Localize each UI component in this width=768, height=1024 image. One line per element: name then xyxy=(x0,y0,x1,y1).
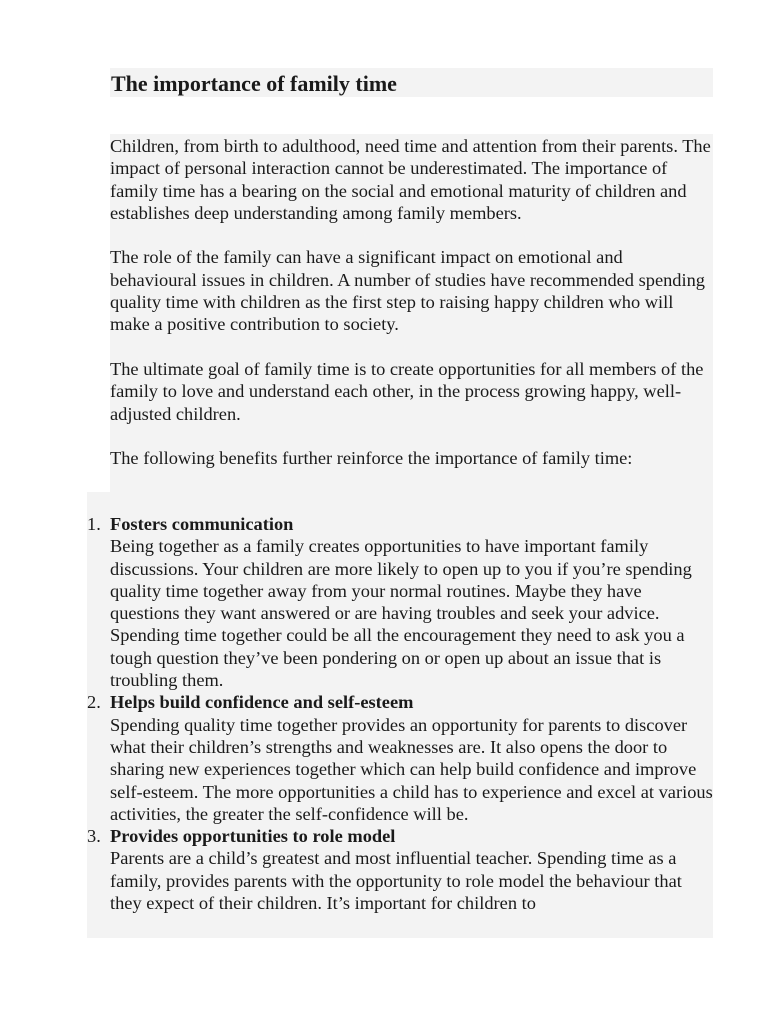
list-number: 2. xyxy=(87,692,101,713)
intro-paragraph-3: The ultimate goal of family time is to create opportunities for all members of the family to love and understand each other, in the process growing happy, well-adjusted children. xyxy=(110,358,704,424)
list-item-title: Provides opportunities to role model xyxy=(110,826,396,847)
intro-paragraph-2: The role of the family can have a significant impact on emotional and behavioural issues in children. A number of studies have recommended spending quality time with children as the first step to raising happy children who will make a positive contribution to society. xyxy=(110,247,706,335)
list-number: 3. xyxy=(87,826,101,847)
list-item-text: Being together as a family creates opportunities to have important family discussions. Your children are more likely to open up to you if you’re spending quality time together away from your normal routines. Maybe they have questions they want answered or are having troubles and seek your advice. Spending time together could be all the encouragement they need to ask you a tough question they’ve been pondering on or open up about an issue that is troubling them. xyxy=(110,536,692,691)
list-item-text: Spending quality time together provides an opportunity for parents to discover what their children’s strengths and weaknesses are. It also opens the door to sharing new experiences together which can help build confidence and improve self-esteem. The more opportunities a child has to experience and excel at various activities, the greater the self-confidence will be. xyxy=(110,714,713,824)
page-title: The importance of family time xyxy=(111,71,397,96)
list-item-text: Parents are a child’s greatest and most influential teacher. Spending time as a family, provides parents with the opportunity to role model the behaviour that they expect of their children. It’s important for children to xyxy=(110,848,682,914)
list-item-fosters-communication xyxy=(87,513,713,691)
benefits-list xyxy=(87,513,713,938)
list-item-role-model xyxy=(87,825,713,914)
list-item-title: Helps build confidence and self-esteem xyxy=(110,692,414,713)
intro-paragraph-4: The following benefits further reinforce the importance of family time: xyxy=(110,448,633,469)
list-item-builds-confidence xyxy=(87,691,713,825)
intro-paragraph-1: Children, from birth to adulthood, need time and attention from their parents. The impact of personal interaction cannot be underestimated. The importance of family time has a bearing on the social and emotional maturity of children and establishes deep understanding among family members. xyxy=(110,136,711,223)
intro-section xyxy=(110,135,713,492)
list-item-title: Fosters communication xyxy=(110,514,294,534)
list-number: 1. xyxy=(87,514,101,534)
